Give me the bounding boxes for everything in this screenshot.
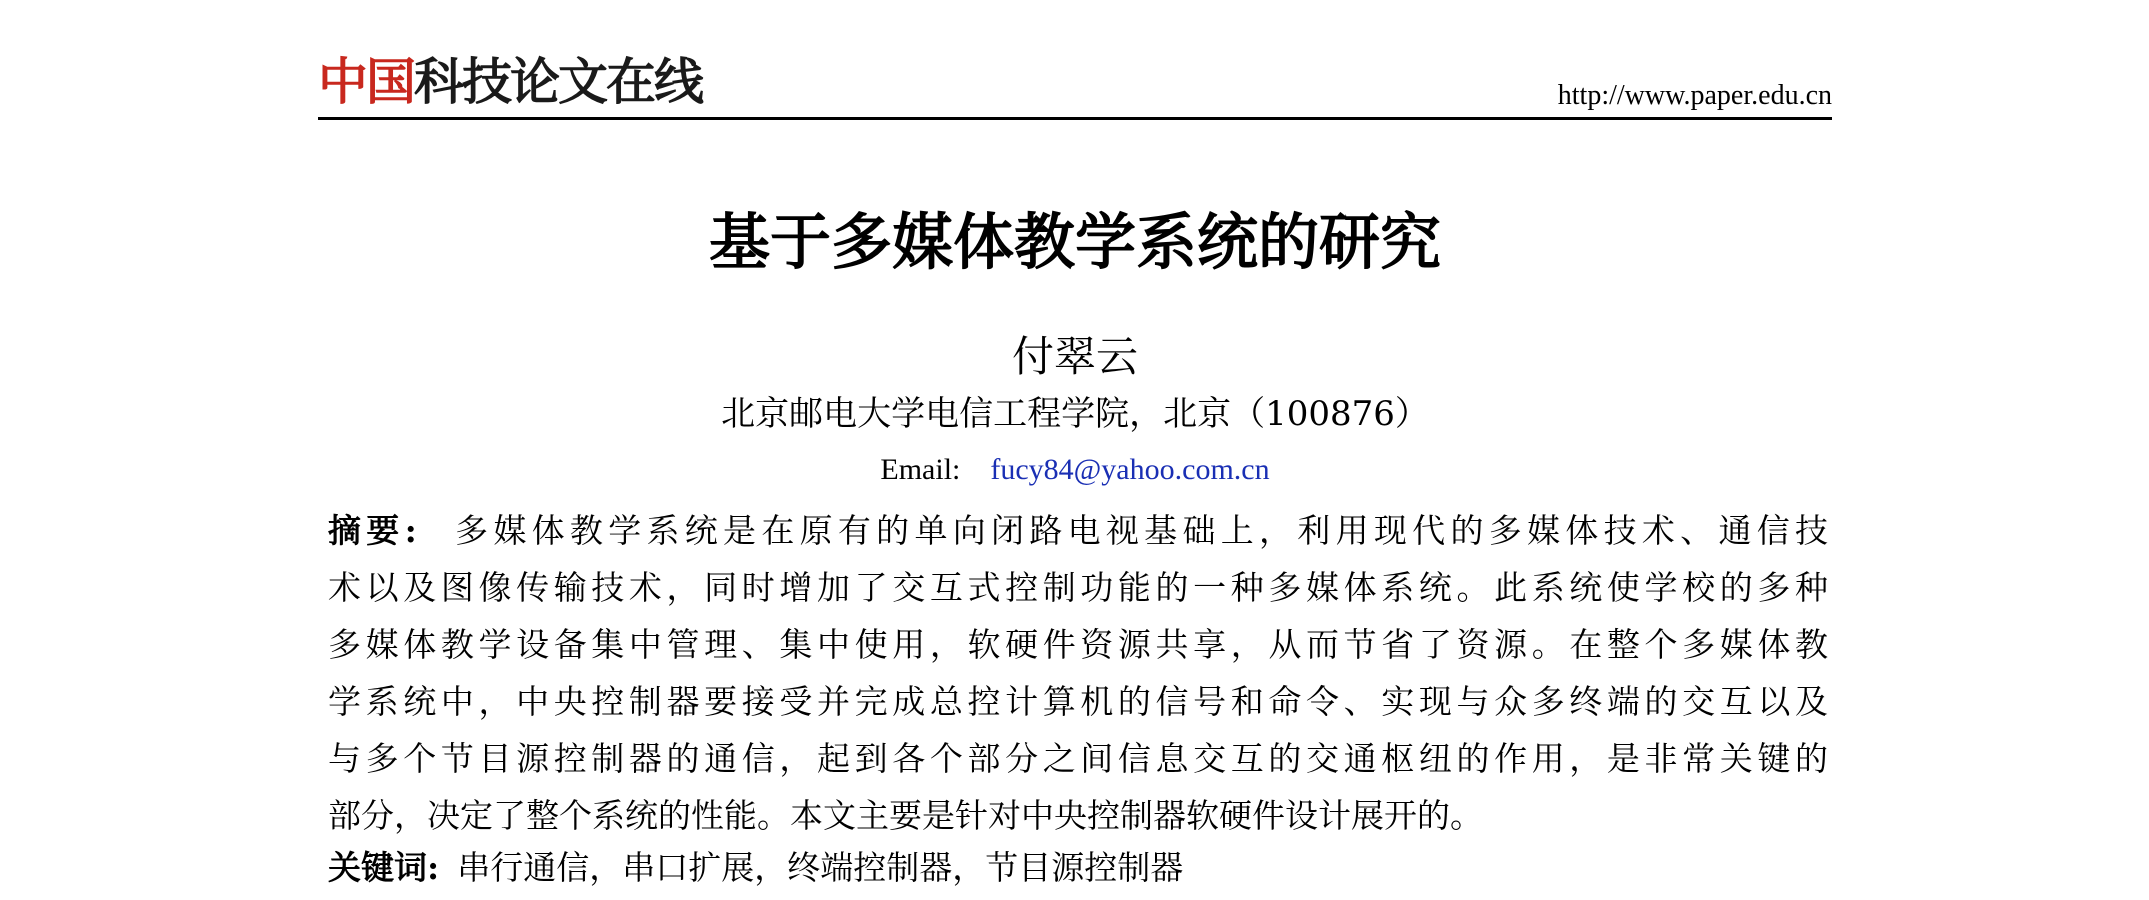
page-header — [318, 46, 1832, 120]
abstract-label: 摘要: — [328, 511, 417, 550]
header-divider — [318, 117, 1832, 120]
site-url[interactable]: http://www.paper.edu.cn — [1557, 80, 1832, 111]
abstract-line: 与多个节目源控制器的通信，起到各个部分之间信息交互的交通枢纽的作用，是非常关键的 — [328, 739, 1828, 778]
abstract-section — [328, 502, 1828, 844]
site-logo — [318, 54, 702, 110]
email-link[interactable]: fucy84@yahoo.com.cn — [990, 453, 1270, 486]
email-label: Email: — [880, 453, 961, 486]
abstract-line: 学系统中，中央控制器要接受并完成总控计算机的信号和命令、实现与众多终端的交互以及 — [328, 682, 1828, 721]
abstract-line: 术以及图像传输技术，同时增加了交互式控制功能的一种多媒体系统。此系统使学校的多种 — [328, 568, 1828, 607]
email-line — [318, 450, 1832, 490]
abstract-text: 多媒体教学系统是在原有的单向闭路电视基础上，利用现代的多媒体技术、通信技 — [449, 511, 1828, 550]
abstract-line: 多媒体教学设备集中管理、集中使用，软硬件资源共享，从而节省了资源。在整个多媒体教 — [328, 625, 1828, 664]
abstract-line — [328, 502, 1828, 559]
logo-red-text: 中国 — [318, 53, 414, 111]
abstract-line: 部分，决定了整个系统的性能。本文主要是针对中央控制器软硬件设计展开的。 — [328, 796, 1483, 835]
paper-author: 付翠云 — [1011, 332, 1138, 381]
keywords-section — [328, 842, 1828, 894]
keywords-text: 串行通信，串口扩展，终端控制器，节目源控制器 — [457, 848, 1184, 887]
logo-dark-text: 科技论文在线 — [414, 53, 702, 111]
paper-title: 基于多媒体教学系统的研究 — [708, 207, 1441, 278]
author-affiliation: 北京邮电大学电信工程学院，北京（100876） — [721, 394, 1429, 434]
keywords-label: 关键词: — [328, 848, 440, 887]
paper-page — [318, 0, 1832, 900]
